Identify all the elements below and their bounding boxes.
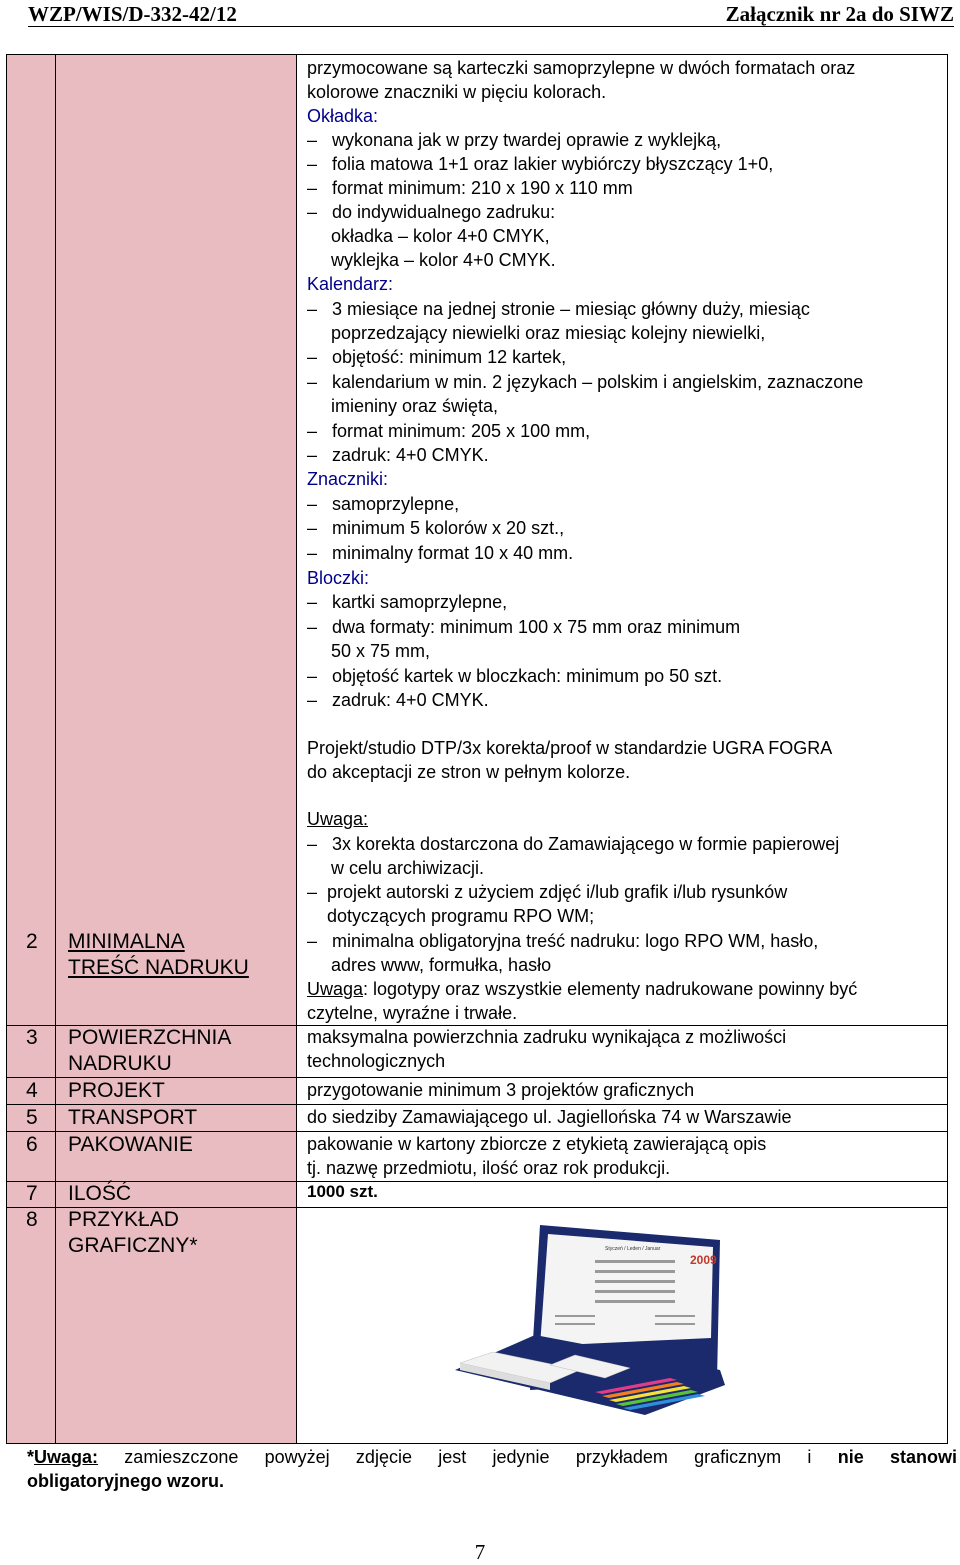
- bullet-item: – dwa formaty: minimum 100 x 75 mm oraz minimum: [307, 617, 741, 637]
- bullet-item: – format minimum: 205 x 100 mm,: [307, 421, 591, 441]
- row-value: do siedziby Zamawiającego ul. Jagiellońska 74 w Warszawie: [307, 1107, 792, 1127]
- spec-line: Projekt/studio DTP/3x korekta/proof w standardzie UGRA FOGRA: [307, 738, 833, 758]
- bullet-item: – zadruk: 4+0 CMYK.: [307, 690, 489, 710]
- bullet-item: – minimalny format 10 x 40 mm.: [307, 543, 574, 563]
- row-label: TRANSPORT: [68, 1106, 198, 1129]
- row-label: MINIMALNA: [68, 930, 185, 953]
- number-column: [7, 55, 56, 1443]
- bullet-item: – objętość kartek w bloczkach: minimum po 50 szt.: [307, 666, 723, 686]
- bullet-item: – objętość: minimum 12 kartek,: [307, 347, 567, 367]
- bullet-item: – minimum 5 kolorów x 20 szt.,: [307, 518, 565, 538]
- spec-line: wyklejka – kolor 4+0 CMYK.: [331, 250, 556, 270]
- desk-calendar-image: [455, 1220, 745, 1440]
- row-label: POWIERZCHNIA: [68, 1026, 232, 1049]
- row-label: GRAFICZNY*: [68, 1234, 198, 1257]
- row-note: Uwaga: logotypy oraz wszystkie elementy nadrukowane powinny być: [307, 979, 858, 999]
- bullet-item: – folia matowa 1+1 oraz lakier wybiórczy błyszczący 1+0,: [307, 154, 774, 174]
- bullet-item: – 3x korekta dostarczona do Zamawiającego w formie papierowej: [307, 834, 840, 854]
- row-label: PROJEKT: [68, 1079, 165, 1102]
- row-label: PRZYKŁAD: [68, 1208, 179, 1231]
- section-znaczniki: Znaczniki:: [307, 469, 389, 489]
- calendar-month-title: Styczeń / Leden / Januar: [605, 1246, 661, 1252]
- row-value: czytelne, wyraźne i trwałe.: [307, 1003, 518, 1023]
- document-reference: WZP/WIS/D-332-42/12: [28, 2, 237, 26]
- footnote: [27, 1445, 957, 1493]
- row-number: 5: [26, 1106, 38, 1129]
- bullet-item: – samoprzylepne,: [307, 494, 460, 514]
- spec-line: imieniny oraz święta,: [331, 396, 499, 416]
- bullet-item: – kalendarium w min. 2 językach – polskim i angielskim, zaznaczone: [307, 372, 864, 392]
- spec-line: okładka – kolor 4+0 CMYK,: [331, 226, 550, 246]
- spec-line: 50 x 75 mm,: [331, 641, 431, 661]
- row-number: 3: [26, 1026, 38, 1049]
- row-label: TREŚĆ NADRUKU: [68, 956, 249, 979]
- bullet-item: – kartki samoprzylepne,: [307, 592, 508, 612]
- row-number: 8: [26, 1208, 38, 1231]
- row-number: 6: [26, 1133, 38, 1156]
- row-value: 1000 szt.: [307, 1182, 378, 1201]
- note-label: Uwaga:: [307, 809, 369, 829]
- row-label: NADRUKU: [68, 1052, 172, 1075]
- row-number: 7: [26, 1182, 38, 1205]
- footnote-line: *Uwaga: zamieszczone powyżej zdjęcie jest jedynie przykładem graficznym i nie stanowi: [27, 1447, 958, 1467]
- bullet-item: – zadruk: 4+0 CMYK.: [307, 445, 489, 465]
- row-value: adres www, formułka, hasło: [331, 955, 552, 975]
- row-separator: [7, 1181, 947, 1182]
- row-label: ILOŚĆ: [68, 1182, 132, 1205]
- bullet-item: – wykonana jak w przy twardej oprawie z wyklejką,: [307, 130, 722, 150]
- spec-line: przymocowane są karteczki samoprzylepne w dwóch formatach oraz: [307, 58, 856, 78]
- bullet-item: – minimalna obligatoryjna treść nadruku: logo RPO WM, hasło,: [307, 931, 819, 951]
- footnote-line: obligatoryjnego wzoru.: [27, 1471, 224, 1491]
- section-okladka: Okładka:: [307, 106, 379, 126]
- bullet-item: – 3 miesiące na jednej stronie – miesiąc główny duży, miesiąc: [307, 299, 810, 319]
- spec-line: kolorowe znaczniki w pięciu kolorach.: [307, 82, 607, 102]
- row-value: przygotowanie minimum 3 projektów graficznych: [307, 1080, 695, 1100]
- row-value: technologicznych: [307, 1051, 446, 1071]
- row-value: maksymalna powierzchnia zadruku wynikająca z możliwości: [307, 1027, 787, 1047]
- row-label: PAKOWANIE: [68, 1133, 193, 1156]
- bullet-item: – projekt autorski z użyciem zdjęć i/lub grafik i/lub rysunków: [307, 882, 788, 902]
- row-number: 4: [26, 1079, 38, 1102]
- bullet-item: – do indywidualnego zadruku:: [307, 202, 556, 222]
- header-rule: [28, 26, 954, 27]
- page-header: [28, 2, 954, 26]
- row-number: 2: [26, 930, 38, 953]
- row-value: tj. nazwę przedmiotu, ilość oraz rok produkcji.: [307, 1158, 671, 1178]
- row-value: pakowanie w kartony zbiorcze z etykietą zawierającą opis: [307, 1134, 767, 1154]
- spec-line: dotyczących programu RPO WM;: [327, 906, 595, 926]
- page-number: 7: [474, 1540, 486, 1564]
- spec-line: poprzedzający niewielki oraz miesiąc kolejny niewielki,: [331, 323, 766, 343]
- section-bloczki: Bloczki:: [307, 568, 370, 588]
- spec-line: do akceptacji ze stron w pełnym kolorze.: [307, 762, 631, 782]
- attachment-title: Załącznik nr 2a do SIWZ: [725, 2, 954, 26]
- calendar-year: 2009: [690, 1253, 717, 1267]
- bullet-item: – format minimum: 210 x 190 x 110 mm: [307, 178, 633, 198]
- section-kalendarz: Kalendarz:: [307, 274, 394, 294]
- spec-line: w celu archiwizacji.: [331, 858, 485, 878]
